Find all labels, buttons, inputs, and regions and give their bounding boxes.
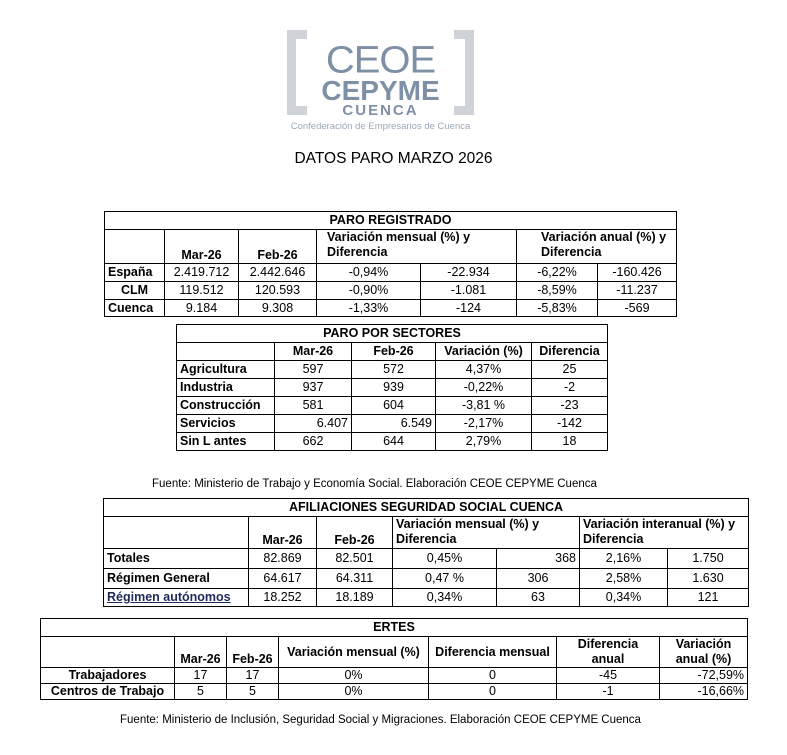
cell: 25 <box>532 361 608 379</box>
cell: 4,37% <box>436 361 532 379</box>
cell: 939 <box>352 379 436 397</box>
afiliaciones-title: AFILIACIONES SEGURIDAD SOCIAL CUENCA <box>104 499 749 517</box>
cell: 2,79% <box>436 433 532 451</box>
row-label: Sin L antes <box>177 433 275 451</box>
cell: 121 <box>668 589 749 607</box>
row-label: Cuenca <box>105 300 165 317</box>
table-row <box>177 415 608 433</box>
header-variacion-mensual: Variación mensual (%) y Diferencia <box>393 517 580 549</box>
cell: 604 <box>352 397 436 415</box>
cell: 64.617 <box>249 569 317 589</box>
cell: 119.512 <box>165 282 239 300</box>
regimen-autonomos-link[interactable] <box>104 589 249 607</box>
afiliaciones-table <box>103 498 749 607</box>
row-label: España <box>105 264 165 282</box>
ertes-title: ERTES <box>41 619 748 637</box>
cell: 82.501 <box>317 549 393 569</box>
row-label: Industria <box>177 379 275 397</box>
header-empty <box>41 637 175 668</box>
cell: 306 <box>497 569 580 589</box>
paro-sectores-table <box>176 324 608 451</box>
table-row <box>41 684 748 700</box>
header-variacion-anual: Variación anual (%) y Diferencia <box>517 230 677 264</box>
cell: 0,34% <box>580 589 668 607</box>
cell: 18 <box>532 433 608 451</box>
logo-cepyme: CEPYME <box>321 75 440 106</box>
cell: 1.630 <box>668 569 749 589</box>
table-row <box>105 300 677 317</box>
cell: 581 <box>275 397 352 415</box>
cell: -0,94% <box>317 264 421 282</box>
cell: 0,47 % <box>393 569 497 589</box>
cell: -1.081 <box>421 282 517 300</box>
cell: -16,66% <box>660 684 748 700</box>
cell: 2,58% <box>580 569 668 589</box>
row-label: Trabajadores <box>41 668 175 684</box>
table-row <box>105 282 677 300</box>
cell: -45 <box>557 668 660 684</box>
header-mar26: Mar-26 <box>249 517 317 549</box>
cell: -0,22% <box>436 379 532 397</box>
header-mar26: Mar-26 <box>275 343 352 361</box>
cell: 662 <box>275 433 352 451</box>
cell: 2,16% <box>580 549 668 569</box>
cell: -1,33% <box>317 300 421 317</box>
row-label: Agricultura <box>177 361 275 379</box>
cell: -11.237 <box>598 282 677 300</box>
cell: 1.750 <box>668 549 749 569</box>
header-diferencia: Diferencia <box>532 343 608 361</box>
header-variacion-mensual: Variación mensual (%) y Diferencia <box>317 230 517 264</box>
cell: -160.426 <box>598 264 677 282</box>
header-empty <box>104 517 249 549</box>
cell: 5 <box>175 684 227 700</box>
cell: 17 <box>227 668 279 684</box>
cell: -2,17% <box>436 415 532 433</box>
table-row <box>177 361 608 379</box>
cell: -124 <box>421 300 517 317</box>
cell: -8,59% <box>517 282 598 300</box>
ceoe-cepyme-logo <box>287 30 474 133</box>
cell: -23 <box>532 397 608 415</box>
cell: -0,90% <box>317 282 421 300</box>
header-feb26: Feb-26 <box>352 343 436 361</box>
cell: 2.419.712 <box>165 264 239 282</box>
row-label: Servicios <box>177 415 275 433</box>
row-label: Régimen General <box>104 569 249 589</box>
header-empty <box>177 343 275 361</box>
row-label: Construcción <box>177 397 275 415</box>
cell: 597 <box>275 361 352 379</box>
cell: 0 <box>429 668 557 684</box>
row-label: CLM <box>105 282 165 300</box>
cell: -569 <box>598 300 677 317</box>
cell: -6,22% <box>517 264 598 282</box>
cell: 63 <box>497 589 580 607</box>
cell: 82.869 <box>249 549 317 569</box>
table-row <box>177 379 608 397</box>
cell: 0% <box>279 684 429 700</box>
cell: 120.593 <box>239 282 317 300</box>
fuente-inclusion: Fuente: Ministerio de Inclusión, Seguridad Social y Migraciones. Elaboración CEOE CEPYME Cuenca <box>120 714 641 726</box>
cell: -3,81 % <box>436 397 532 415</box>
table-row <box>177 433 608 451</box>
ertes-table <box>40 618 748 700</box>
header-variacion-anual: Variación anual (%) <box>660 637 748 668</box>
cell: -142 <box>532 415 608 433</box>
header-diferencia-mensual: Diferencia mensual <box>429 637 557 668</box>
cell: 64.311 <box>317 569 393 589</box>
table-row <box>104 589 749 607</box>
row-label: Centros de Trabajo <box>41 684 175 700</box>
cell: 9.308 <box>239 300 317 317</box>
cell: 0,34% <box>393 589 497 607</box>
cell: 937 <box>275 379 352 397</box>
cell: -2 <box>532 379 608 397</box>
table-row <box>105 264 677 282</box>
table-row <box>104 569 749 589</box>
header-feb26: Feb-26 <box>227 637 279 668</box>
cell: -22.934 <box>421 264 517 282</box>
paro-sectores-title: PARO POR SECTORES <box>177 325 608 343</box>
cell: 644 <box>352 433 436 451</box>
cell: 9.184 <box>165 300 239 317</box>
cell: 572 <box>352 361 436 379</box>
table-row <box>177 397 608 415</box>
header-diferencia-anual: Diferencia anual <box>557 637 660 668</box>
header-variacion: Variación (%) <box>436 343 532 361</box>
cell: 6.549 <box>352 415 436 433</box>
cell: 18.252 <box>249 589 317 607</box>
logo-ceoe: CEOE <box>325 39 436 81</box>
paro-registrado-title: PARO REGISTRADO <box>105 212 677 230</box>
header-mar26: Mar-26 <box>175 637 227 668</box>
fuente-trabajo: Fuente: Ministerio de Trabajo y Economía Social. Elaboración CEOE CEPYME Cuenca <box>152 478 597 490</box>
cell: -72,59% <box>660 668 748 684</box>
cell: 17 <box>175 668 227 684</box>
row-label: Totales <box>104 549 249 569</box>
header-empty <box>105 230 165 264</box>
cell: 18.189 <box>317 589 393 607</box>
cell: 368 <box>497 549 580 569</box>
cell: -5,83% <box>517 300 598 317</box>
table-row <box>104 549 749 569</box>
cell: 0 <box>429 684 557 700</box>
paro-registrado-table <box>104 211 677 317</box>
cell: 6.407 <box>275 415 352 433</box>
logo-tagline: Confederación de Empresarios de Cuenca <box>290 121 471 132</box>
header-feb26: Feb-26 <box>239 230 317 264</box>
row-label[interactable]: Régimen autónomos <box>107 590 231 604</box>
cell: 0% <box>279 668 429 684</box>
table-row <box>41 668 748 684</box>
cell: -1 <box>557 684 660 700</box>
header-mar26: Mar-26 <box>165 230 239 264</box>
page-title: DATOS PARO MARZO 2026 <box>294 150 493 167</box>
header-variacion-interanual: Variación interanual (%) y Diferencia <box>580 517 749 549</box>
header-variacion-mensual: Variación mensual (%) <box>279 637 429 668</box>
cell: 0,45% <box>393 549 497 569</box>
header-feb26: Feb-26 <box>317 517 393 549</box>
logo-cuenca: CUENCA <box>342 102 419 119</box>
cell: 5 <box>227 684 279 700</box>
cell: 2.442.646 <box>239 264 317 282</box>
